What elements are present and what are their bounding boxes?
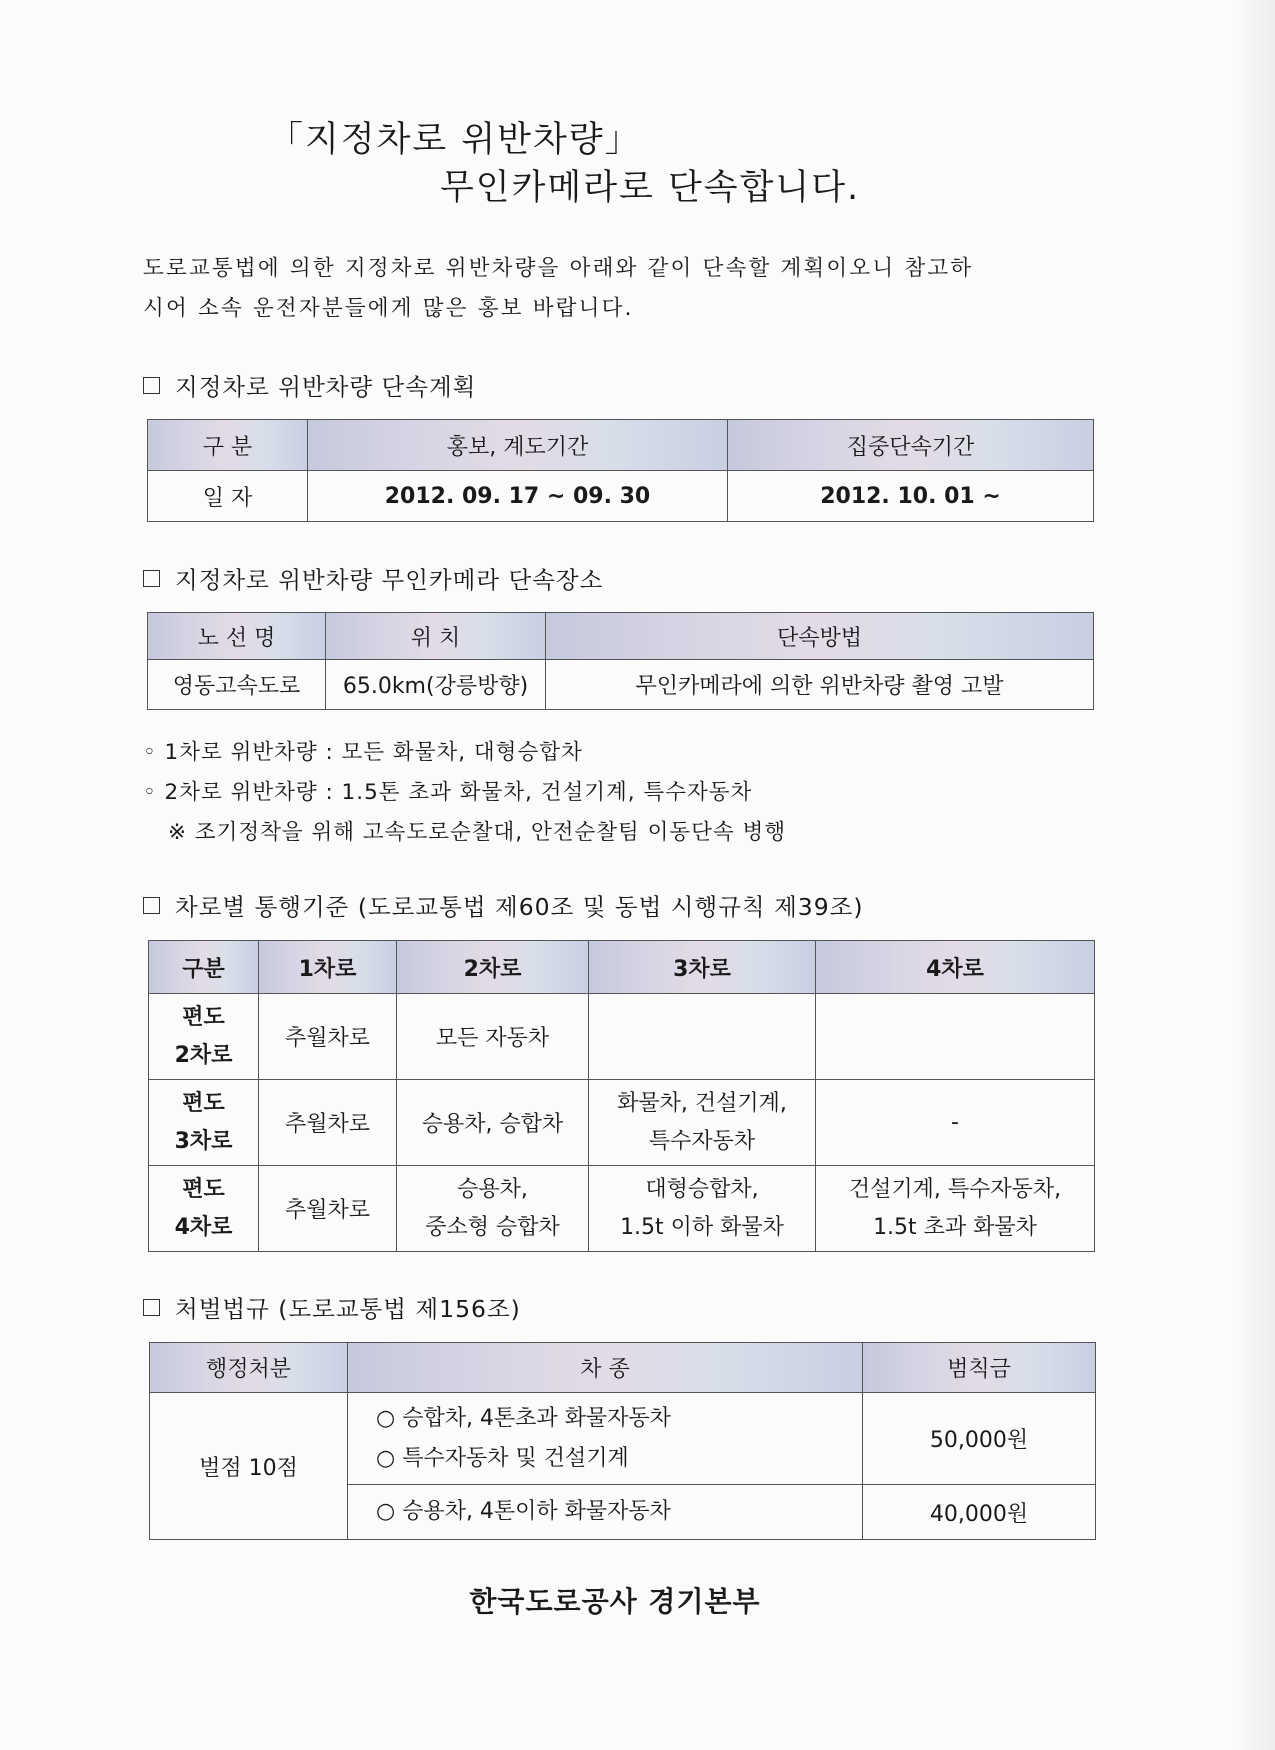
intro-line-2: 시어 소속 운전자분들에게 많은 홍보 바랍니다. xyxy=(143,296,634,321)
lane-rules-table xyxy=(148,940,1095,1252)
section-heading-text: 차로별 통행기준 (도로교통법 제60조 및 동법 시행규칙 제39조) xyxy=(175,893,864,921)
intensive-period-value: 2012. 10. 01 ~ xyxy=(728,471,1094,522)
header-lane-3: 3차로 xyxy=(589,941,816,994)
lane-2-cell: 승용차, 중소형 승합차 xyxy=(397,1166,589,1252)
method-value: 무인카메라에 의한 위반차량 촬영 고발 xyxy=(546,660,1094,710)
lane-4-cell xyxy=(816,994,1095,1080)
penalty-points: 벌점 10점 xyxy=(150,1393,348,1540)
table-row xyxy=(149,1166,1095,1252)
route-name-value: 영동고속도로 xyxy=(148,660,326,710)
header-category: 구분 xyxy=(149,941,259,994)
header-lane-2: 2차로 xyxy=(397,941,589,994)
row-label-date: 일 자 xyxy=(148,471,308,522)
checkbox-square-icon xyxy=(143,377,160,394)
penalty-table xyxy=(149,1342,1096,1540)
enforcement-plan-table xyxy=(147,419,1094,522)
enforcement-note: ※ 조기정착을 위해 고속도로순찰대, 안전순찰팀 이동단속 병행 xyxy=(168,820,787,845)
lane-2-cell: 모든 자동차 xyxy=(397,994,589,1080)
lane-3-cell: 화물차, 건설기계, 특수자동차 xyxy=(589,1080,816,1166)
table-row xyxy=(149,994,1095,1080)
checkbox-square-icon xyxy=(143,897,160,914)
lane-3-cell: 대형승합차, 1.5t 이하 화물차 xyxy=(589,1166,816,1252)
section-heading-text: 지정차로 위반차량 무인카메라 단속장소 xyxy=(175,566,604,594)
header-location: 위 치 xyxy=(326,613,546,660)
lane-2-cell: 승용차, 승합차 xyxy=(397,1080,589,1166)
row-label: 편도 3차로 xyxy=(149,1080,259,1166)
header-fine: 범칙금 xyxy=(863,1343,1096,1393)
lane-1-cell: 추월차로 xyxy=(259,1080,397,1166)
title-line-2: 무인카메라로 단속합니다. xyxy=(440,168,861,208)
bullet-lane2-violation: ◦ 2차로 위반차량 : 1.5톤 초과 화물차, 건설기계, 특수자동차 xyxy=(143,780,753,805)
promotion-period-value: 2012. 09. 17 ~ 09. 30 xyxy=(308,471,728,522)
row-label: 편도 2차로 xyxy=(149,994,259,1080)
lane-4-cell: 건설기계, 특수자동차, 1.5t 초과 화물차 xyxy=(816,1166,1095,1252)
table-row xyxy=(150,1393,1096,1485)
scan-edge-shadow xyxy=(1235,0,1275,1750)
section-heading-text: 처벌법규 (도로교통법 제156조) xyxy=(175,1295,521,1323)
lane-3-cell xyxy=(589,994,816,1080)
header-vehicle-type: 차 종 xyxy=(348,1343,863,1393)
section-heading-location xyxy=(143,561,603,595)
camera-location-table xyxy=(147,612,1094,710)
title-line-1: 「지정차로 위반차량」 xyxy=(268,120,642,160)
bullet-lane1-violation: ◦ 1차로 위반차량 : 모든 화물차, 대형승합차 xyxy=(143,740,583,765)
vehicle-group-1: ○ 승합차, 4톤초과 화물자동차 ○ 특수자동차 및 건설기계 xyxy=(348,1393,863,1485)
section-heading-lane-rules xyxy=(143,888,864,922)
checkbox-square-icon xyxy=(143,1299,160,1316)
header-category: 구 분 xyxy=(148,420,308,471)
intro-line-1: 도로교통법에 의한 지정차로 위반차량을 아래와 같이 단속할 계획이오니 참고하 xyxy=(143,256,974,281)
header-promotion-period: 홍보, 계도기간 xyxy=(308,420,728,471)
header-lane-4: 4차로 xyxy=(816,941,1095,994)
table-row xyxy=(149,1080,1095,1166)
issuer-organization: 한국도로공사 경기본부 xyxy=(469,1585,761,1618)
fine-50000: 50,000원 xyxy=(863,1393,1096,1485)
header-method: 단속방법 xyxy=(546,613,1094,660)
fine-40000: 40,000원 xyxy=(863,1485,1096,1540)
lane-4-cell: - xyxy=(816,1080,1095,1166)
header-lane-1: 1차로 xyxy=(259,941,397,994)
checkbox-square-icon xyxy=(143,570,160,587)
section-heading-text: 지정차로 위반차량 단속계획 xyxy=(175,373,477,401)
section-heading-penalty xyxy=(143,1290,521,1324)
header-intensive-period: 집중단속기간 xyxy=(728,420,1094,471)
location-value: 65.0km(강릉방향) xyxy=(326,660,546,710)
header-administrative-action: 행정처분 xyxy=(150,1343,348,1393)
section-heading-plan xyxy=(143,368,476,402)
vehicle-group-2: ○ 승용차, 4톤이하 화물자동차 xyxy=(348,1485,863,1540)
lane-1-cell: 추월차로 xyxy=(259,994,397,1080)
row-label: 편도 4차로 xyxy=(149,1166,259,1252)
header-route-name: 노 선 명 xyxy=(148,613,326,660)
lane-1-cell: 추월차로 xyxy=(259,1166,397,1252)
